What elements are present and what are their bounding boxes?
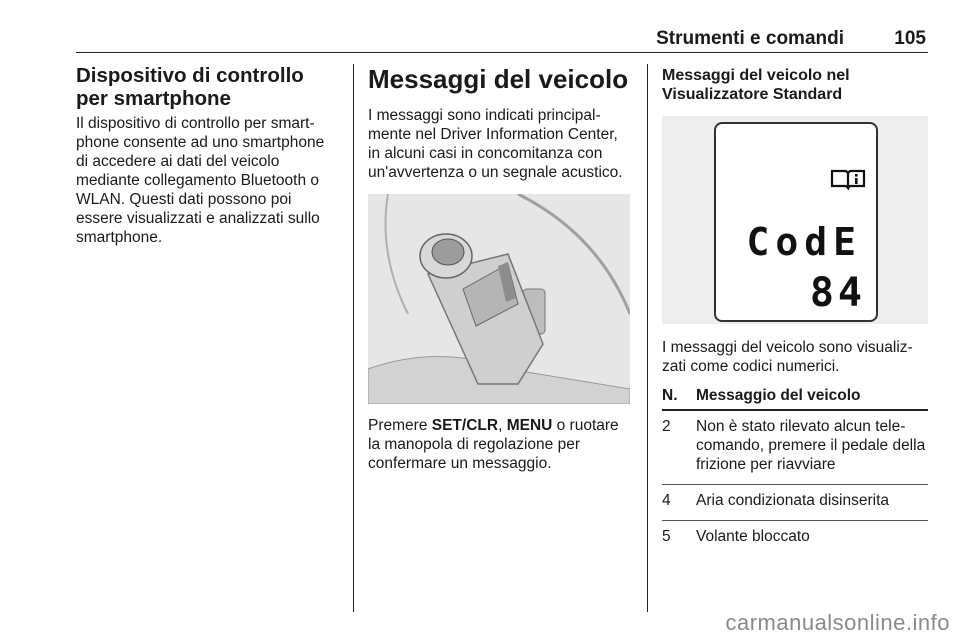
column-header-message: Messaggio del veicolo <box>696 386 928 410</box>
lever-drawing <box>368 194 630 404</box>
row-number: 2 <box>662 410 696 485</box>
watermark: carmanualsonline.info <box>725 610 950 635</box>
steering-lever-illustration <box>368 194 630 404</box>
smartphone-heading: Dispositivo di controllo per smartphone <box>76 64 304 110</box>
row-number: 4 <box>662 485 696 521</box>
table-row <box>662 485 928 521</box>
page-number: 105 <box>894 28 926 49</box>
message-table <box>662 386 928 556</box>
confirm-instruction <box>368 416 632 473</box>
row-message: Volante bloccato <box>696 528 810 545</box>
instruction-separator: , <box>498 417 507 434</box>
table-row <box>662 410 928 485</box>
row-message: Non è stato rilevato alcun tele-comando, premere il pedale della frizione per riavviare <box>696 410 928 485</box>
column-header-number: N. <box>662 386 696 410</box>
row-message: Aria condizionata disinserita <box>696 485 928 521</box>
set-clr-label: SET/CLR <box>431 417 499 434</box>
table-row <box>662 521 928 557</box>
column-standard-display <box>662 64 928 556</box>
page-header <box>76 26 928 53</box>
column-divider-2 <box>647 64 648 612</box>
vehicle-messages-intro: I messaggi sono indicati principal-mente nel Driver Information Center, in alcuni casi in concomitanza con un'avvertenza o un segnale acustico. <box>368 107 623 181</box>
smartphone-body: Il dispositivo di controllo per smart-phone consente ad uno smartphone di accedere ai dati del veicolo mediante collegamento Bluetooth o WLAN. Questi dati possono poi essere visualizzati e analizzati sullo smartphone. <box>76 115 325 246</box>
column-vehicle-messages <box>368 64 632 473</box>
column-divider-1 <box>353 64 354 612</box>
vehicle-messages-heading: Messaggi del veicolo <box>368 64 629 94</box>
menu-label: MENU <box>506 417 553 434</box>
instruction-prefix: Premere <box>368 417 432 434</box>
section-title: Strumenti e comandi <box>656 28 844 49</box>
column-smartphone <box>76 64 338 247</box>
display-caption: I messaggi del veicolo sono visualiz-zati come codici numerici. <box>662 339 913 375</box>
owner-manual-icon <box>830 168 866 190</box>
instruction-suffix: o ruotare la manopola di regolazione per confermare un messaggio. <box>368 417 619 472</box>
display-code-number: 84 <box>809 270 866 316</box>
table-header-row <box>662 386 928 410</box>
display-code-text: CodE <box>746 220 862 264</box>
row-number: 5 <box>662 528 671 545</box>
display-illustration <box>662 116 928 324</box>
standard-display <box>714 122 878 322</box>
standard-display-heading: Messaggi del veicolo nel Visualizzatore Standard <box>662 67 850 103</box>
